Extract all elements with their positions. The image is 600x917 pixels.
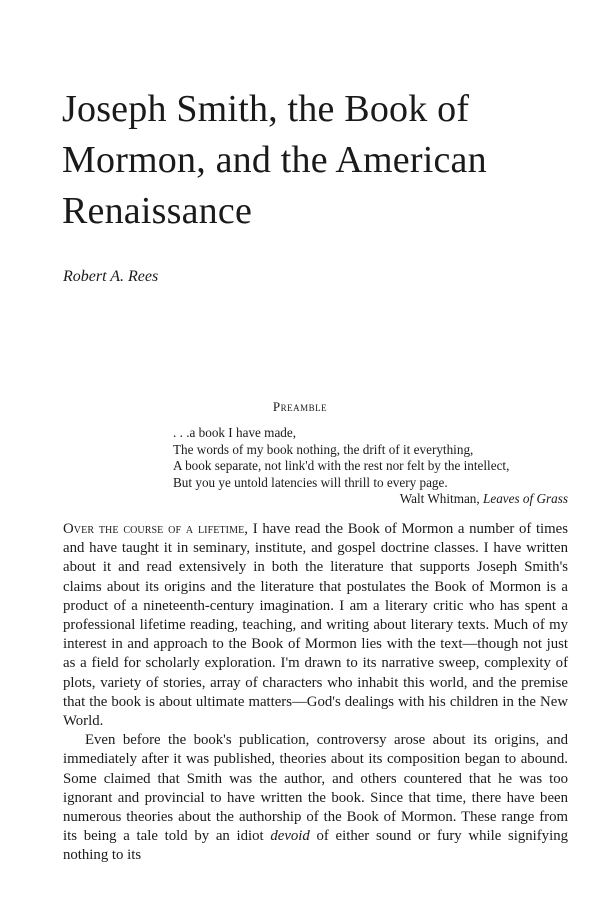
article-title (62, 84, 562, 237)
emphasized-word: devoid (270, 828, 310, 845)
preamble-heading: Preamble (272, 399, 328, 414)
epigraph-line: But you ye untold latencies will thrill to every page. (173, 474, 448, 490)
article-title-line: Joseph Smith, the Book of (62, 88, 470, 130)
article-title-line: Renaissance (62, 190, 253, 232)
attribution-author: Walt Whitman, (399, 491, 483, 506)
body-paragraph (63, 520, 568, 731)
epigraph-line: The words of my book nothing, the drift of it everything, (173, 441, 474, 457)
paragraph-lead-in: Over the course of a lifetime, (63, 521, 249, 537)
article-body (63, 520, 568, 866)
epigraph-line: . . .a book I have made, (173, 425, 297, 440)
epigraph-attribution (173, 491, 568, 508)
epigraph (173, 425, 568, 508)
epigraph-line: A book separate, not link'd with the rest nor felt by the intellect, (173, 458, 510, 473)
body-paragraph (63, 731, 568, 865)
paragraph-text: of either sound or fury while signifying nothing to its (63, 828, 568, 864)
author-name: Robert A. Rees (63, 268, 159, 285)
paragraph-text: Even before the book's publication, controversy arose about its origins, and immediately after it was published, theories about its composition began to abound. Some claimed that Smith was the author, and others countered that he was too ignorant and provincial to have written the book. Since that time, there have been numerous theories about the authorship of the Book of Mormon. These range from its being a tale told by an idiot (63, 732, 568, 845)
paragraph-text: I have read the Book of Mormon a number of times and have taught it in seminary, institute, and gospel doctrine classes. I have written about it and read extensively in both the literature that supports Joseph Smith's claims about its origins and the literature that postulates the Book of Mormon is a product of a nineteenth-century imagination. I am a literary critic who has spent a professional lifetime reading, teaching, and writing about literary texts. Much of my interest in and approach to the Book of Mormon lies with the text—though not just as a field for scholarly exploration. I'm drawn to its narrative sweep, complexity of plots, variety of stories, array of characters who inhabit this world, and the premise that the book is about ultimate matters—God's dealings with his children in the New World. (63, 521, 568, 730)
attribution-work: Leaves of Grass (483, 491, 568, 506)
article-title-line: Mormon, and the American (62, 139, 487, 181)
